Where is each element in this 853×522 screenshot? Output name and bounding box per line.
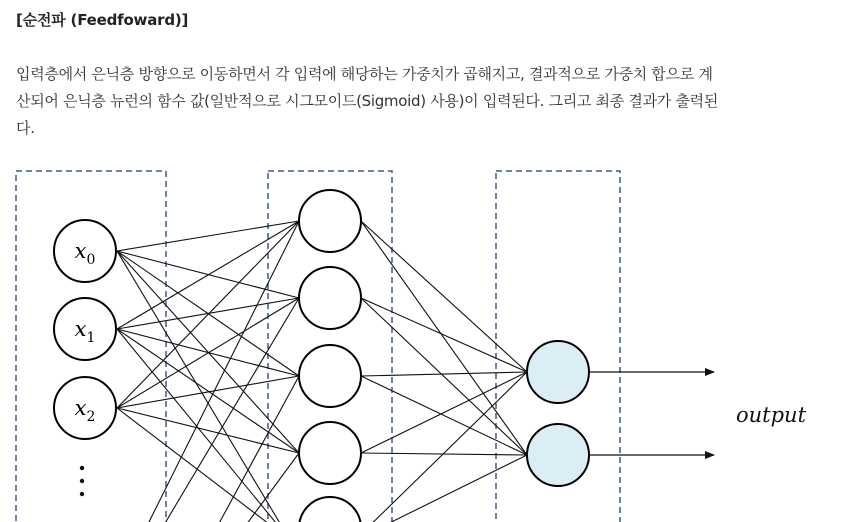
connection-edge	[361, 221, 527, 455]
page-heading: [순전파 (Feedfoward)]	[16, 11, 189, 29]
input-label-sub: 1	[86, 330, 96, 346]
input-label-sub: 2	[86, 409, 96, 425]
connection-edge	[361, 372, 527, 453]
connection-edge	[361, 372, 527, 376]
input-node	[54, 377, 116, 439]
connection-edge	[155, 298, 299, 522]
connection-edge	[117, 408, 299, 453]
connection-edge	[361, 298, 527, 372]
input-label-base: x	[74, 239, 87, 263]
hidden-node	[299, 345, 361, 407]
connection-edge	[355, 372, 527, 522]
output-label: output	[736, 403, 807, 427]
hidden-node	[299, 422, 361, 484]
vertical-ellipsis-icon	[80, 466, 84, 496]
connection-edge	[140, 221, 299, 522]
hidden-node	[299, 497, 361, 522]
output-node	[527, 341, 589, 403]
connection-edge	[355, 455, 527, 522]
connection-edge	[361, 298, 527, 455]
input-label-base: x	[74, 396, 87, 420]
hidden-node	[299, 267, 361, 329]
connection-edge	[117, 408, 290, 522]
connection-edge	[117, 329, 290, 522]
connection-edge	[361, 221, 527, 372]
connection-edge	[361, 376, 527, 455]
input-node	[54, 220, 116, 282]
paragraph-line: 다.	[16, 119, 35, 137]
connection-edge	[117, 298, 299, 329]
hidden-node	[299, 190, 361, 252]
connection-edge	[117, 221, 299, 251]
input-node	[54, 298, 116, 360]
paragraph-line: 산되어 은닉층 뉴런의 함수 값(일반적으로 시그모이드(Sigmoid) 사용)이 입력된다. 그리고 최종 결과가 출력된	[16, 92, 719, 110]
connection-edge	[210, 376, 299, 522]
output-node	[527, 424, 589, 486]
paragraph-line: 입력층에서 은닉층 방향으로 이동하면서 각 입력에 해당하는 가중치가 곱해지고, 결과적으로 가중치 합으로 계	[16, 65, 713, 83]
input-label-sub: 0	[86, 252, 96, 268]
input-label-base: x	[74, 317, 87, 341]
